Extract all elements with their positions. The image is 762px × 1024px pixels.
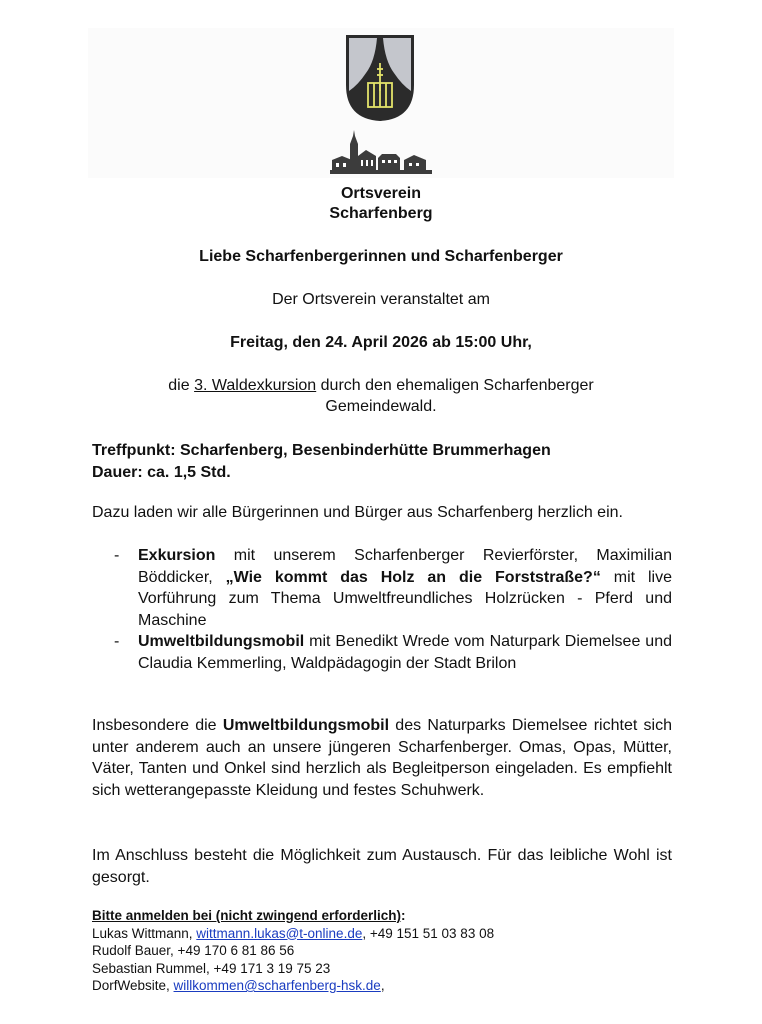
greeting: Liebe Scharfenbergerinnen und Scharfenberger xyxy=(199,248,563,265)
contact-phone: , +49 151 51 03 83 08 xyxy=(362,925,495,941)
contact-wittmann xyxy=(92,925,652,943)
meeting-info xyxy=(92,440,672,483)
village-skyline-icon xyxy=(330,130,432,174)
list-dash: - xyxy=(114,547,120,564)
event-line2: Gemeindewald. xyxy=(325,398,437,415)
program-item-title: Exkursion xyxy=(138,547,216,564)
org-name-line2: Scharfenberg xyxy=(329,205,433,222)
coat-of-arms-icon xyxy=(344,33,416,123)
program-item-body xyxy=(138,545,672,631)
contact-website xyxy=(92,977,652,995)
contact-bauer: Rudolf Bauer, +49 170 6 81 86 56 xyxy=(92,943,295,958)
duration: Dauer: ca. 1,5 Std. xyxy=(92,463,231,481)
email-link-website[interactable]: willkommen@scharfenberg-hsk.de xyxy=(173,978,381,993)
registration-heading-colon: : xyxy=(401,908,406,923)
invitation-text: Dazu laden wir alle Bürgerinnen und Bürger aus Scharfenberg herzlich ein. xyxy=(92,504,623,521)
contact-rummel: Sebastian Rummel, +49 171 3 19 75 23 xyxy=(92,960,331,976)
mobil-bold: Umweltbildungsmobil xyxy=(222,717,390,734)
event-date: Freitag, den 24. April 2026 ab 15:00 Uhr, xyxy=(230,334,532,351)
registration-heading xyxy=(92,907,652,925)
announcement: Der Ortsverein veranstaltet am xyxy=(272,291,490,308)
event-description xyxy=(88,375,674,417)
mobil-rest: des Naturparks Diemelsee richtet sich unter anderem auch an unsere jüngeren Scharfenberger. Omas, Opas, Mütter, Väter, Tanten und Onkel sind herzlich als Begleitperson eingeladen. Es empfiehlt sich wetterangepasste Kleidung und festes Schuhwerk. xyxy=(92,717,672,799)
program-list xyxy=(92,545,672,674)
mobil-paragraph xyxy=(92,715,672,801)
registration-heading-text: Bitte anmelden bei (nicht zwingend erforderlich) xyxy=(92,908,402,923)
program-item-title: Umweltbildungsmobil xyxy=(138,633,305,650)
registration-section xyxy=(92,907,652,995)
event-prefix: die xyxy=(168,377,195,394)
org-name-line1: Ortsverein xyxy=(340,185,422,202)
program-item-quote: „Wie kommt das Holz an die Forststraße?“ xyxy=(225,568,601,586)
meeting-point: Treffpunkt: Scharfenberg, Besenbinderhütte Brummerhagen xyxy=(92,442,551,459)
closing-paragraph: Im Anschluss besteht die Möglichkeit zum Austausch. Für das leibliche Wohl ist gesorgt. xyxy=(92,847,672,886)
mobil-prefix: Insbesondere die xyxy=(92,717,223,734)
contact-name: Lukas Wittmann, xyxy=(92,925,197,941)
program-item-body xyxy=(138,631,672,674)
event-title: 3. Waldexkursion xyxy=(194,377,317,394)
event-suffix: durch den ehemaligen Scharfenberger xyxy=(316,377,594,394)
contact-name: DorfWebsite, xyxy=(92,978,174,993)
program-item-text: mit live Vorführung zum Thema Umweltfreundliches Holzrücken - Pferd und Maschine xyxy=(138,568,673,629)
email-link-wittmann[interactable]: wittmann.lukas@t-online.de xyxy=(196,925,363,941)
program-item-text: mit Benedikt Wrede vom Naturpark Diemelsee und Claudia Kemmerling, Waldpädagogin der Stadt Brilon xyxy=(138,633,672,672)
program-item-mobil xyxy=(92,631,672,674)
program-item-text: mit unserem Scharfenberger Revierförster, Maximilian Böddicker, xyxy=(138,547,672,586)
contact-suffix: , xyxy=(380,978,385,993)
list-dash: - xyxy=(114,633,120,650)
program-item-excursion xyxy=(92,545,672,631)
